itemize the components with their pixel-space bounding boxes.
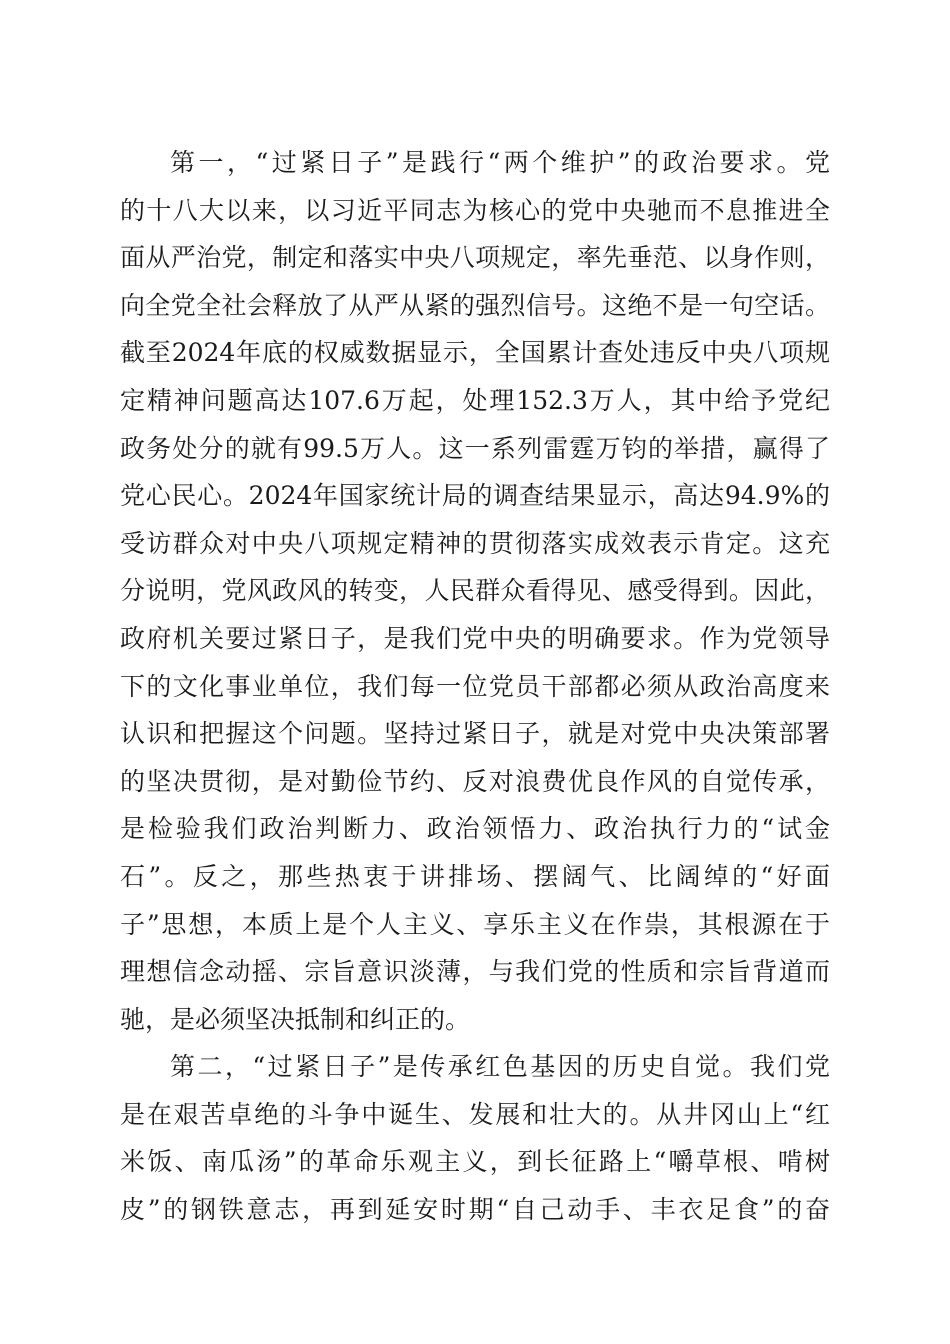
text-line: 皮”的钢铁意志，再到延安时期“自己动手、丰衣足食”的奋 [120, 1195, 830, 1225]
text-line: 的十八大以来，以习近平同志为核心的党中央驰而不息推进全 [120, 195, 830, 225]
text-line: 认识和把握这个问题。坚持过紧日子，就是对党中央决策部署 [120, 719, 830, 749]
text-line: 定精神问题高达107.6万起，处理152.3万人，其中给予党纪 [120, 385, 830, 415]
text-line: 第一，“过紧日子”是践行“两个维护”的政治要求。党 [170, 148, 830, 177]
text-line: 是检验我们政治判断力、政治领悟力、政治执行力的“试金 [120, 814, 830, 844]
text-line: 面从严治党，制定和落实中央八项规定，率先垂范、以身作则， [120, 243, 830, 273]
text-line: 向全党全社会释放了从严从紧的强烈信号。这绝不是一句空话。 [120, 290, 830, 320]
text-line: 是在艰苦卓绝的斗争中诞生、发展和壮大的。从井冈山上“红 [120, 1099, 830, 1129]
text-line: 米饭、南瓜汤”的革命乐观主义，到长征路上“嚼草根、啃树 [120, 1147, 830, 1177]
text-line: 子”思想，本质上是个人主义、享乐主义在作祟，其根源在于 [120, 909, 830, 939]
text-line: 理想信念动摇、宗旨意识淡薄，与我们党的性质和宗旨背道而 [120, 957, 830, 987]
paragraph-2 [120, 1043, 830, 1233]
text-line: 驰，是必须坚决抵制和纠正的。 [120, 1004, 471, 1034]
document-body [120, 139, 830, 1234]
paragraph-1 [120, 139, 830, 1043]
text-line: 受访群众对中央八项规定精神的贯彻落实成效表示肯定。这充 [120, 528, 830, 558]
text-line: 下的文化事业单位，我们每一位党员干部都必须从政治高度来 [120, 671, 830, 701]
text-line: 政府机关要过紧日子，是我们党中央的明确要求。作为党领导 [120, 623, 830, 653]
text-line: 党心民心。2024年国家统计局的调查结果显示，高达94.9%的 [120, 481, 830, 511]
text-line: 截至2024年底的权威数据显示，全国累计查处违反中央八项规 [120, 338, 830, 368]
text-line: 石”。反之，那些热衷于讲排场、摆阔气、比阔绰的“好面 [120, 861, 830, 891]
text-line: 分说明，党风政风的转变，人民群众看得见、感受得到。因此， [120, 576, 830, 606]
text-line: 第二，“过紧日子”是传承红色基因的历史自觉。我们党 [170, 1052, 830, 1082]
text-line: 政务处分的就有99.5万人。这一系列雷霆万钧的举措，赢得了 [120, 433, 830, 463]
text-line: 的坚决贯彻，是对勤俭节约、反对浪费优良作风的自觉传承， [120, 766, 830, 796]
